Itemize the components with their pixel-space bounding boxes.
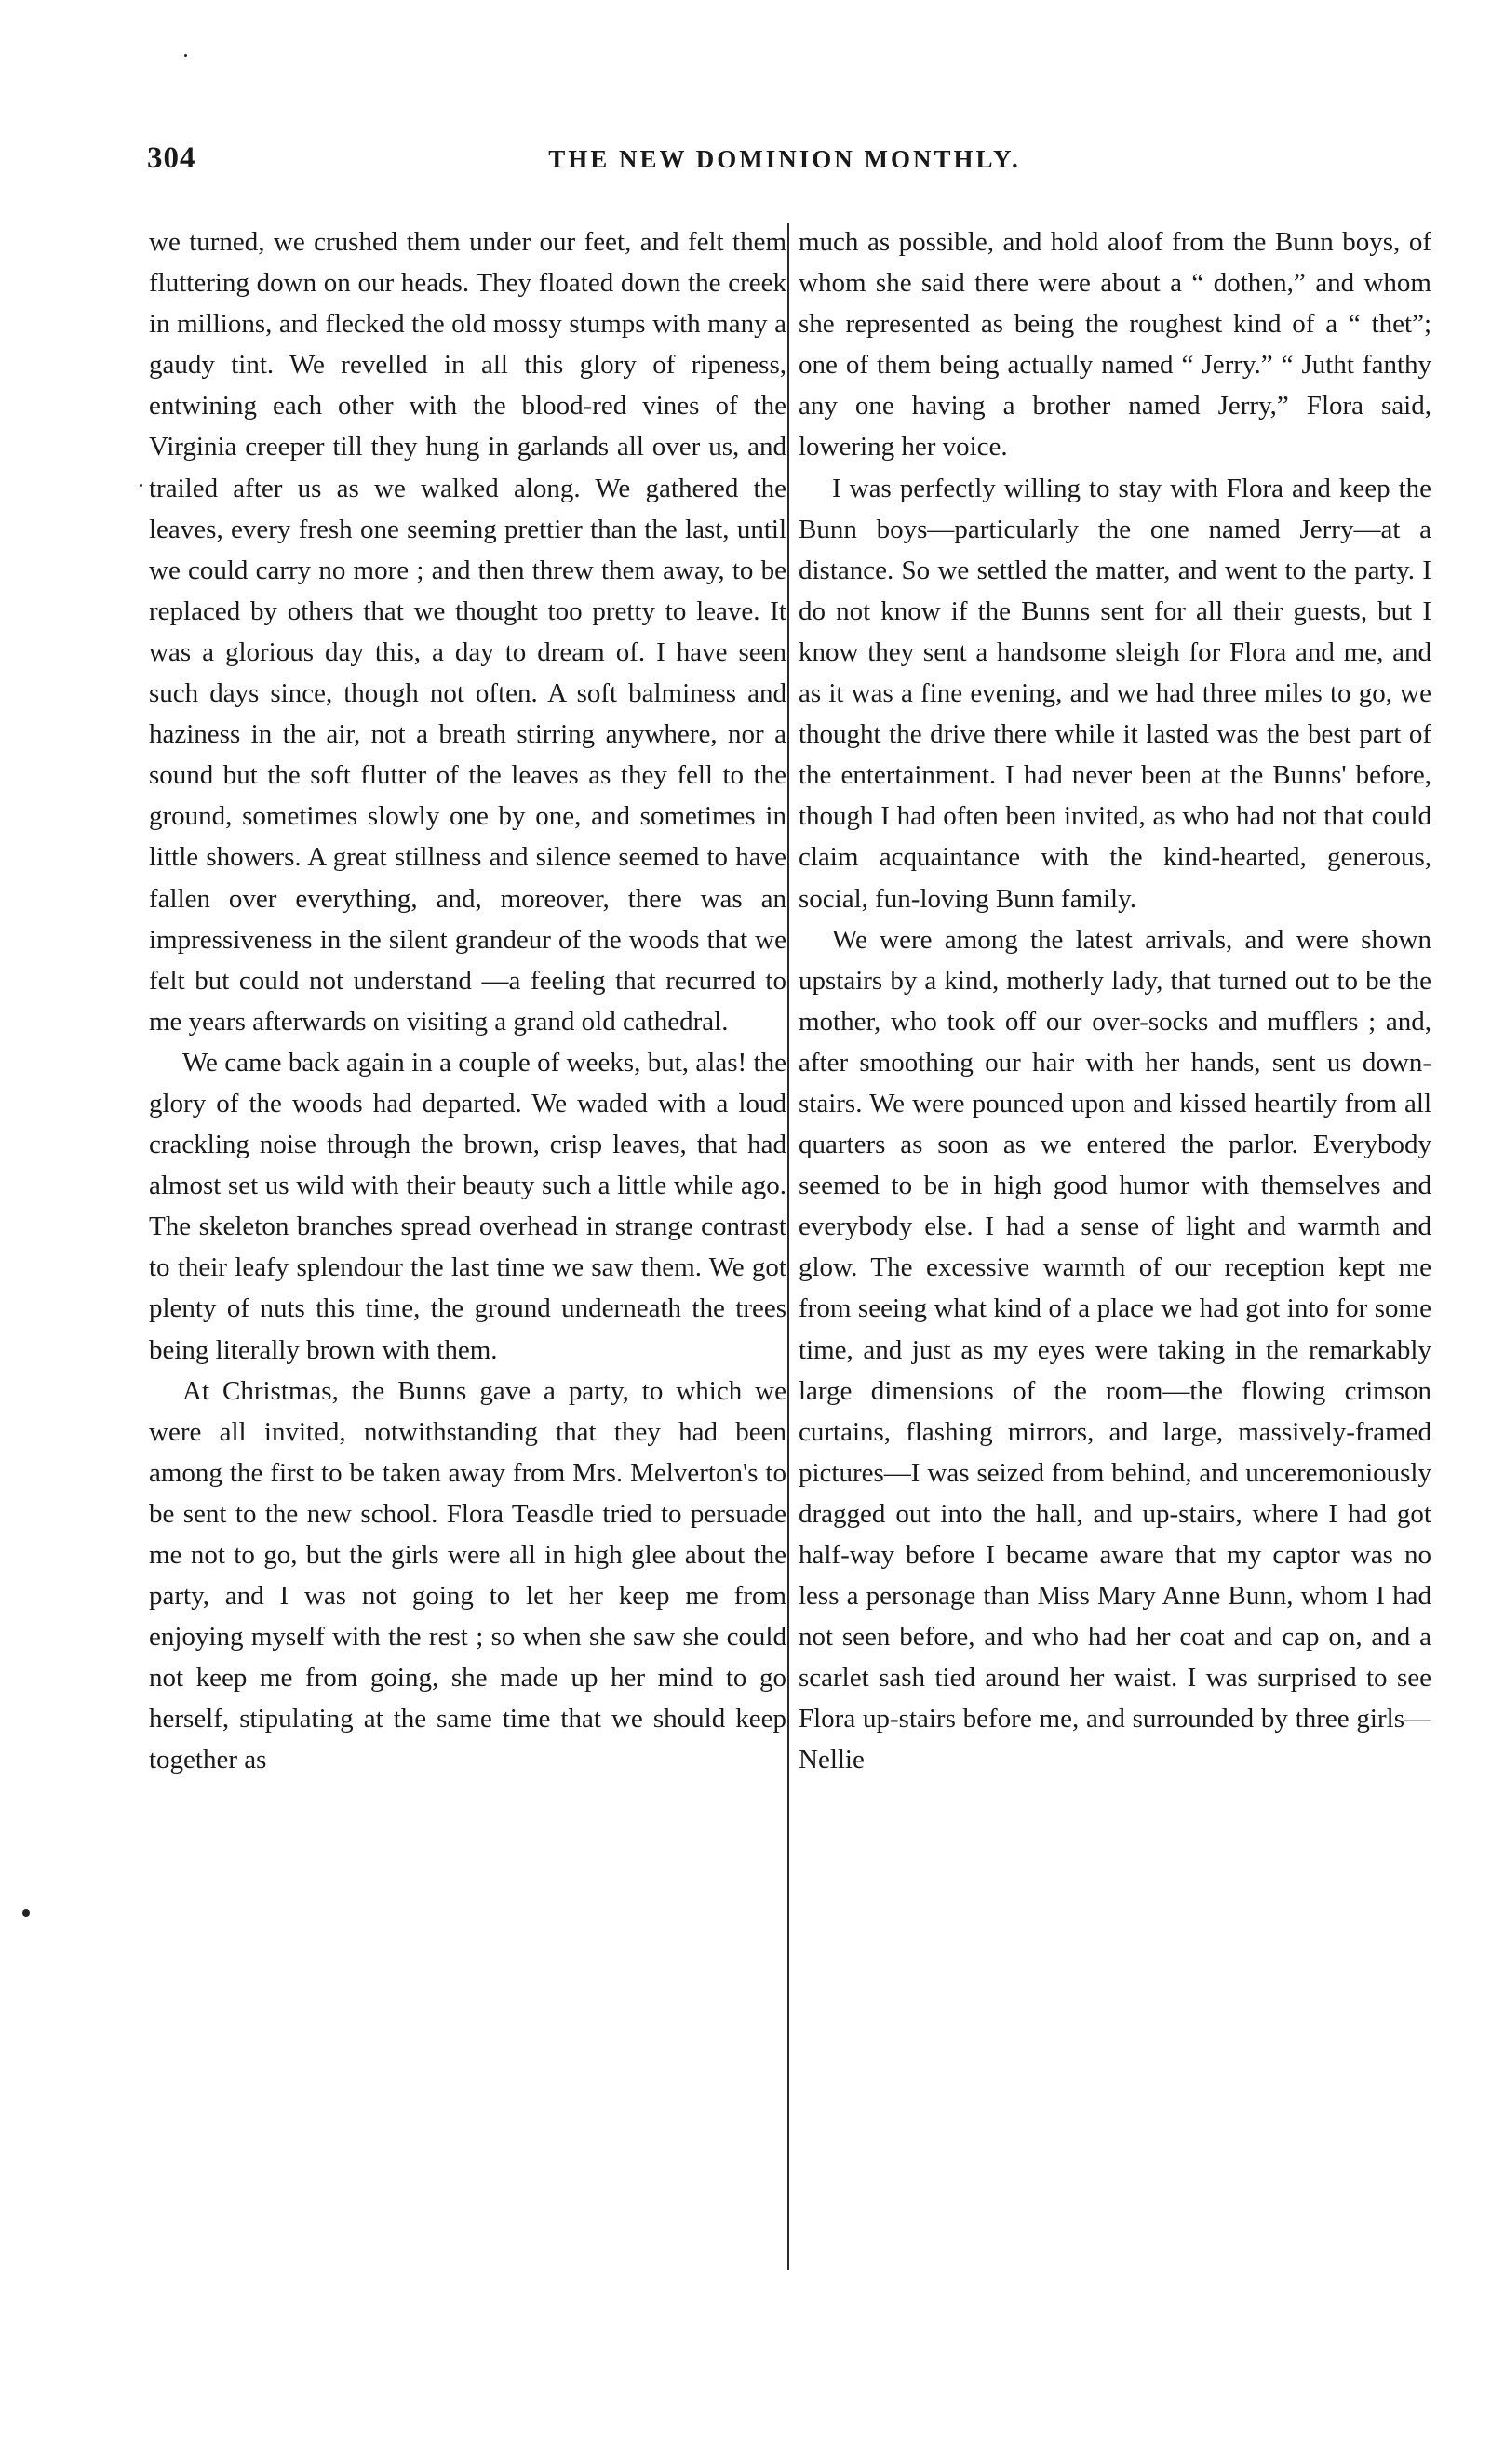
- ink-speck: [22, 1909, 30, 1917]
- paragraph: we turned, we crushed them under our feet, and felt them fluttering down on our heads. They floated down the creek in millions, and flecked the old mossy stumps with many a gaudy tint. We revelled in all this glory of ripeness, entwining each other with the blood-red vines of the Virginia creeper till they hung in garlands all over us, and trailed after us as we walked along. We gathered the leaves, every fresh one seeming prettier than the last, until we could carry no more ; and then threw them away, to be replaced by others that we thought too pretty to leave. It was a glorious day this, a day to dream of. I have seen such days since, though not often. A soft balminess and haziness in the air, not a breath stirring anywhere, nor a sound but the soft flutter of the leaves as they fell to the ground, sometimes slowly one by one, and sometimes in little showers. A great stillness and silence seemed to have fallen over everything, and, moreover, there was an impressiveness in the silent grandeur of the woods that we felt but could not understand —a feeling that recurred to me years afterwards on visiting a grand old cathedral.: [149, 227, 786, 1037]
- right-column: [799, 221, 1431, 1781]
- page-number: 304: [147, 141, 196, 175]
- paragraph: I was perfectly willing to stay with Flora and keep the Bunn boys—particularly the one named Jerry—at a distance. So we settled the matter, and went to the party. I do not know if the Bunns sent for all their guests, but I know they sent a handsome sleigh for Flora and me, and as it was a fine evening, and we had three miles to go, we thought the drive there while it lasted was the best part of the entertainment. I had never been at the Bunns' before, though I had often been invited, as who had not that could claim acquaintance with the kind-hearted, generous, social, fun-loving Bunn family.: [799, 473, 1431, 914]
- page-header: [147, 141, 1422, 188]
- left-column: [149, 221, 786, 1781]
- paragraph: At Christmas, the Bunns gave a party, to which we were all invited, notwithstanding that they had been among the first to be taken away from Mrs. Melverton's to be sent to the new school. Flora Teasdle tried to persuade me not to go, but the girls were all in high glee about the party, and I was not going to let her keep me from enjoying myself with the rest ; so when she saw she could not keep me from going, she made up her mind to go herself, stipulating at the same time that we should keep together as: [149, 1375, 786, 1775]
- column-divider: [787, 223, 789, 2270]
- paragraph: much as possible, and hold aloof from the Bunn boys, of whom she said there were about a “ dothen,” and whom she represented as being the roughest kind of a “ thet”; one of them being actually named “ Jerry.” “ Jutht fanthy any one having a brother named Jerry,” Flora said, lowering her voice.: [799, 227, 1431, 462]
- paragraph: We came back again in a couple of weeks, but, alas! the glory of the woods had departed. We waded with a loud crackling noise through the brown, crisp leaves, that had almost set us wild with their beauty such a little while ago. The skeleton branches spread overhead in strange contrast to their leafy splendour the last time we saw them. We got plenty of nuts this time, the ground underneath the trees being literally brown with them.: [149, 1047, 786, 1365]
- running-title: THE NEW DOMINION MONTHLY.: [548, 145, 1021, 173]
- ink-speck: [184, 54, 187, 57]
- paragraph: We were among the latest arrivals, and were shown upstairs by a kind, motherly lady, that turned out to be the mother, who took off our over-socks and mufflers ; and, after smoothing our hair with her hands, sent us down-stairs. We were pounced upon and kissed heartily from all quarters as soon as we entered the parlor. Everybody seemed to be in high good humor with themselves and everybody else. I had a sense of light and warmth and glow. The excessive warmth of our reception kept me from seeing what kind of a place we had got into for some time, and just as my eyes were taking in the remarkably large dimensions of the room—the flowing crimson curtains, flashing mirrors, and large, massively-framed pictures—I was seized from behind, and unceremoniously dragged out into the hall, and up-stairs, where I had got half-way before I became aware that my captor was no less a personage than Miss Mary Anne Bunn, whom I had not seen before, and who had her coat and cap on, and a scarlet sash tied around her waist. I was surprised to see Flora up-stairs before me, and surrounded by three girls—Nellie: [799, 924, 1431, 1775]
- ink-speck: [140, 484, 142, 487]
